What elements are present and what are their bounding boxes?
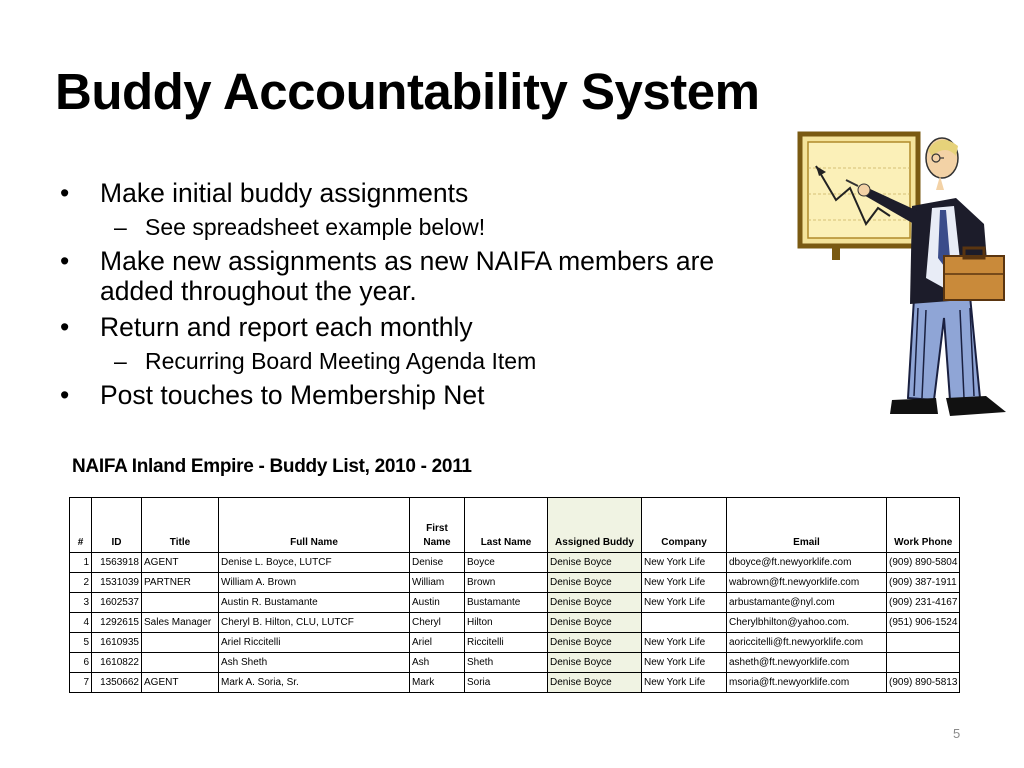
member-id: 1292615 <box>92 613 142 633</box>
row-number: 4 <box>70 613 92 633</box>
work-phone: (909) 231-4167 <box>887 593 960 613</box>
row-number: 5 <box>70 633 92 653</box>
sub-bullet-text: See spreadsheet example below! <box>145 214 486 240</box>
bullet-item <box>60 178 780 208</box>
last-name: Hilton <box>465 613 548 633</box>
table-row <box>70 613 960 633</box>
member-title <box>142 593 219 613</box>
email: msoria@ft.newyorklife.com <box>727 673 887 693</box>
assigned-buddy: Denise Boyce <box>548 673 642 693</box>
member-id: 1610822 <box>92 653 142 673</box>
member-title: AGENT <box>142 553 219 573</box>
email: asheth@ft.newyorklife.com <box>727 653 887 673</box>
email: dboyce@ft.newyorklife.com <box>727 553 887 573</box>
member-title: Sales Manager <box>142 613 219 633</box>
member-title: PARTNER <box>142 573 219 593</box>
assigned-buddy: Denise Boyce <box>548 633 642 653</box>
company: New York Life <box>642 553 727 573</box>
dash-icon: – <box>114 214 127 240</box>
column-header: Full Name <box>219 498 410 553</box>
bullet-icon: • <box>60 380 70 410</box>
first-name: Cheryl <box>410 613 465 633</box>
full-name: Ash Sheth <box>219 653 410 673</box>
assigned-buddy: Denise Boyce <box>548 553 642 573</box>
bullet-list <box>60 178 780 416</box>
member-title: AGENT <box>142 673 219 693</box>
first-name: Mark <box>410 673 465 693</box>
column-header: Work Phone <box>887 498 960 553</box>
column-header: Title <box>142 498 219 553</box>
header-row <box>70 498 960 553</box>
column-header: # <box>70 498 92 553</box>
column-header: Company <box>642 498 727 553</box>
bullet-text: Make initial buddy assignments <box>100 178 469 208</box>
first-name: Denise <box>410 553 465 573</box>
table-row <box>70 673 960 693</box>
company: New York Life <box>642 633 727 653</box>
member-title <box>142 653 219 673</box>
member-id: 1563918 <box>92 553 142 573</box>
last-name: Boyce <box>465 553 548 573</box>
dash-icon: – <box>114 348 127 374</box>
bullet-icon: • <box>60 178 70 208</box>
column-header: Last Name <box>465 498 548 553</box>
full-name: Cheryl B. Hilton, CLU, LUTCF <box>219 613 410 633</box>
presenter-at-chart-icon <box>794 128 1010 426</box>
work-phone: (909) 890-5804 <box>887 553 960 573</box>
email: wabrown@ft.newyorklife.com <box>727 573 887 593</box>
row-number: 1 <box>70 553 92 573</box>
row-number: 7 <box>70 673 92 693</box>
table-row <box>70 553 960 573</box>
full-name: William A. Brown <box>219 573 410 593</box>
first-name: William <box>410 573 465 593</box>
bullet-item <box>60 380 780 410</box>
spreadsheet-title: NAIFA Inland Empire - Buddy List, 2010 - 2011 <box>72 456 472 477</box>
company: New York Life <box>642 573 727 593</box>
table-row <box>70 593 960 613</box>
last-name: Soria <box>465 673 548 693</box>
full-name: Mark A. Soria, Sr. <box>219 673 410 693</box>
full-name: Denise L. Boyce, LUTCF <box>219 553 410 573</box>
company: New York Life <box>642 673 727 693</box>
bullet-icon: • <box>60 246 70 276</box>
first-name: Ash <box>410 653 465 673</box>
member-id: 1602537 <box>92 593 142 613</box>
full-name: Ariel Riccitelli <box>219 633 410 653</box>
last-name: Brown <box>465 573 548 593</box>
last-name: Riccitelli <box>465 633 548 653</box>
assigned-buddy: Denise Boyce <box>548 653 642 673</box>
company <box>642 613 727 633</box>
member-id: 1531039 <box>92 573 142 593</box>
member-id: 1350662 <box>92 673 142 693</box>
assigned-buddy: Denise Boyce <box>548 613 642 633</box>
table-row <box>70 633 960 653</box>
sub-bullet-text: Recurring Board Meeting Agenda Item <box>145 348 537 374</box>
bullet-text: Return and report each monthly <box>100 312 473 342</box>
work-phone: (951) 906-1524 <box>887 613 960 633</box>
email: Cherylbhilton@yahoo.com. <box>727 613 887 633</box>
bullet-text: Make new assignments as new NAIFA members are added throughout the year. <box>100 246 715 306</box>
bullet-item <box>60 312 780 342</box>
slide-title: Buddy Accountability System <box>55 63 760 120</box>
assigned-buddy: Denise Boyce <box>548 573 642 593</box>
column-header: First Name <box>410 498 465 553</box>
last-name: Sheth <box>465 653 548 673</box>
row-number: 3 <box>70 593 92 613</box>
email: arbustamante@nyl.com <box>727 593 887 613</box>
email: aoriccitelli@ft.newyorklife.com <box>727 633 887 653</box>
work-phone: (909) 890-5813 <box>887 673 960 693</box>
bullet-item <box>60 246 780 306</box>
table-row <box>70 653 960 673</box>
table-row <box>70 573 960 593</box>
first-name: Austin <box>410 593 465 613</box>
page-number: 5 <box>953 726 961 741</box>
assigned-buddy: Denise Boyce <box>548 593 642 613</box>
column-header: Email <box>727 498 887 553</box>
member-title <box>142 633 219 653</box>
column-header: ID <box>92 498 142 553</box>
work-phone: (909) 387-1911 <box>887 573 960 593</box>
sub-bullet-item <box>60 214 780 240</box>
row-number: 2 <box>70 573 92 593</box>
work-phone <box>887 653 960 673</box>
full-name: Austin R. Bustamante <box>219 593 410 613</box>
column-header: Assigned Buddy <box>548 498 642 553</box>
bullet-text: Post touches to Membership Net <box>100 380 485 410</box>
first-name: Ariel <box>410 633 465 653</box>
work-phone <box>887 633 960 653</box>
company: New York Life <box>642 653 727 673</box>
sub-bullet-item <box>60 348 780 374</box>
row-number: 6 <box>70 653 92 673</box>
last-name: Bustamante <box>465 593 548 613</box>
company: New York Life <box>642 593 727 613</box>
member-id: 1610935 <box>92 633 142 653</box>
buddy-list-table <box>69 497 960 693</box>
bullet-icon: • <box>60 312 70 342</box>
